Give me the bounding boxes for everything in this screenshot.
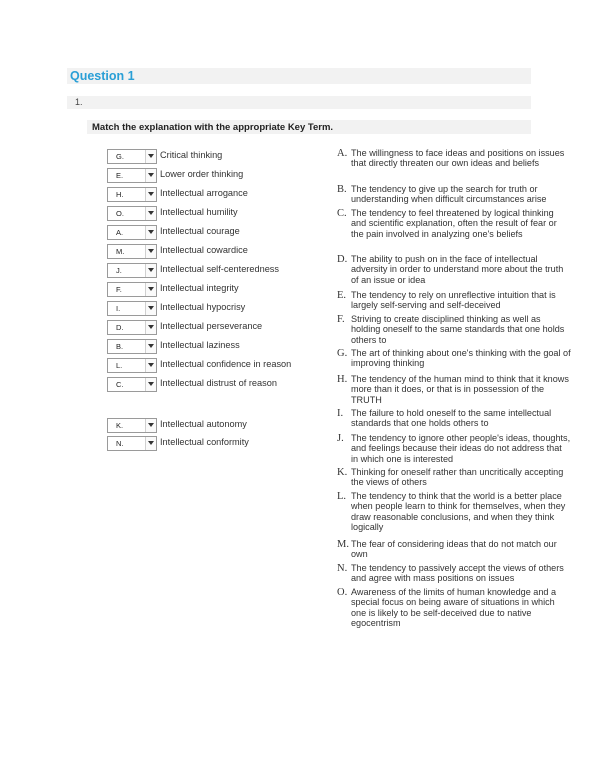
explanation-text: The tendency to ignore other people's ideas, thoughts, and feelings because their ideas do not address that in which one is interested (351, 433, 571, 464)
answer-select[interactable] (107, 225, 157, 240)
term-label: Critical thinking (160, 150, 223, 160)
explanation-text: Awareness of the limits of human knowledge and a special focus on being aware of situations in which one is likely to be self-deceived due to native egocentrism (351, 587, 557, 629)
explanation-text: The art of thinking about one's thinking with the goal of improving thinking (351, 348, 571, 369)
question-header (67, 68, 531, 84)
answer-select-value: H. (116, 190, 124, 199)
term-label: Intellectual perseverance (160, 321, 263, 331)
answer-select-value: B. (116, 342, 124, 351)
explanation-text: The tendency to passively accept the views of others and agree with mass positions on issues (351, 563, 564, 584)
chevron-down-icon[interactable] (145, 283, 156, 296)
term-label: Intellectual arrogance (160, 188, 248, 198)
answer-select[interactable] (107, 358, 157, 373)
answer-select[interactable] (107, 339, 157, 354)
chevron-down-icon[interactable] (145, 150, 156, 163)
answer-select-value: M. (116, 247, 125, 256)
explanation-text: The tendency to think that the world is a better place when people learn to think for themselves, when they draw reasonable conclusions, and when they think logically (351, 491, 566, 533)
chevron-down-icon[interactable] (145, 437, 156, 450)
answer-select-value: O. (116, 209, 124, 218)
chevron-down-icon[interactable] (145, 188, 156, 201)
answer-select[interactable] (107, 263, 157, 278)
answer-select-value: D. (116, 323, 124, 332)
chevron-down-icon[interactable] (145, 207, 156, 220)
term-label: Intellectual self-centeredness (160, 264, 279, 274)
answer-select-value: G. (116, 152, 124, 161)
answer-select-value: K. (116, 421, 124, 430)
question-title: Question 1 (70, 69, 135, 83)
chevron-down-icon[interactable] (145, 321, 156, 334)
explanation-letter: N. (337, 563, 348, 574)
answer-select-value: L. (116, 361, 123, 370)
answer-select-value: J. (116, 266, 122, 275)
answer-select[interactable] (107, 436, 157, 451)
answer-select[interactable] (107, 244, 157, 259)
term-label: Intellectual laziness (160, 340, 240, 350)
explanation-letter: F. (337, 314, 345, 325)
answer-select-value: A. (116, 228, 124, 237)
explanation-letter: B. (337, 184, 347, 195)
chevron-down-icon[interactable] (145, 359, 156, 372)
chevron-down-icon[interactable] (145, 340, 156, 353)
explanation-text: Thinking for oneself rather than uncritically accepting the views of others (351, 467, 564, 488)
explanation-text: The tendency to give up the search for truth or understanding when difficult circumstances arise (351, 184, 547, 205)
chevron-down-icon[interactable] (145, 169, 156, 182)
chevron-down-icon[interactable] (145, 226, 156, 239)
explanation-letter: A. (337, 148, 348, 159)
term-label: Intellectual conformity (160, 437, 249, 447)
chevron-down-icon[interactable] (145, 264, 156, 277)
term-label: Intellectual integrity (160, 283, 239, 293)
explanation-text: The tendency to rely on unreflective intuition that is largely self-serving and self-deceived (351, 290, 556, 311)
explanation-text: The tendency of the human mind to think that it knows more than it does, or that is in possession of the TRUTH (351, 374, 569, 405)
answer-select[interactable] (107, 187, 157, 202)
explanation-text: The failure to hold oneself to the same intellectual standards that one holds others to (351, 408, 552, 429)
term-label: Intellectual hypocrisy (160, 302, 246, 312)
chevron-down-icon[interactable] (145, 245, 156, 258)
answer-select-value: N. (116, 439, 124, 448)
answer-select-value: C. (116, 380, 124, 389)
question-number: 1. (75, 97, 83, 107)
explanation-letter: K. (337, 467, 348, 478)
explanation-letter: G. (337, 348, 348, 359)
chevron-down-icon[interactable] (145, 302, 156, 315)
answer-select[interactable] (107, 320, 157, 335)
explanation-letter: C. (337, 208, 347, 219)
explanation-letter: H. (337, 374, 348, 385)
explanation-letter: I. (337, 408, 344, 419)
explanation-letter: M. (337, 539, 349, 550)
question-number-bar (67, 96, 531, 109)
answer-select-value: F. (116, 285, 122, 294)
explanation-letter: J. (337, 433, 344, 444)
instruction-text: Match the explanation with the appropriate Key Term. (92, 122, 334, 133)
term-label: Intellectual cowardice (160, 245, 248, 255)
explanation-text: The ability to push on in the face of intellectual adversity in order to understand more about the truth of an issue or idea (351, 254, 564, 285)
explanation-text: The tendency to feel threatened by logical thinking and scientific explanation, often the result of fear or the pain involved in analyzing one's beliefs (351, 208, 557, 239)
answer-select-value: E. (116, 171, 124, 180)
term-label: Intellectual distrust of reason (160, 378, 277, 388)
chevron-down-icon[interactable] (145, 419, 156, 432)
answer-select-value: I. (116, 304, 121, 313)
explanation-letter: L. (337, 491, 347, 502)
answer-select[interactable] (107, 206, 157, 221)
explanation-text: The willingness to face ideas and positions on issues that directly threaten our own ideas and beliefs (351, 148, 565, 169)
answer-select[interactable] (107, 301, 157, 316)
instruction-bar (87, 120, 531, 134)
term-label: Intellectual humility (160, 207, 238, 217)
answer-select[interactable] (107, 377, 157, 392)
answer-select[interactable] (107, 282, 157, 297)
explanation-text: Striving to create disciplined thinking as well as holding oneself to the same standards that one holds others to (351, 314, 565, 345)
term-label: Intellectual autonomy (160, 419, 247, 429)
explanation-letter: E. (337, 290, 347, 301)
answer-select[interactable] (107, 418, 157, 433)
chevron-down-icon[interactable] (145, 378, 156, 391)
term-label: Lower order thinking (160, 169, 244, 179)
term-label: Intellectual courage (160, 226, 240, 236)
term-label: Intellectual confidence in reason (160, 359, 292, 369)
explanation-text: The fear of considering ideas that do not match our own (351, 539, 557, 560)
answer-select[interactable] (107, 168, 157, 183)
explanation-letter: D. (337, 254, 348, 265)
answer-select[interactable] (107, 149, 157, 164)
explanation-letter: O. (337, 587, 348, 598)
